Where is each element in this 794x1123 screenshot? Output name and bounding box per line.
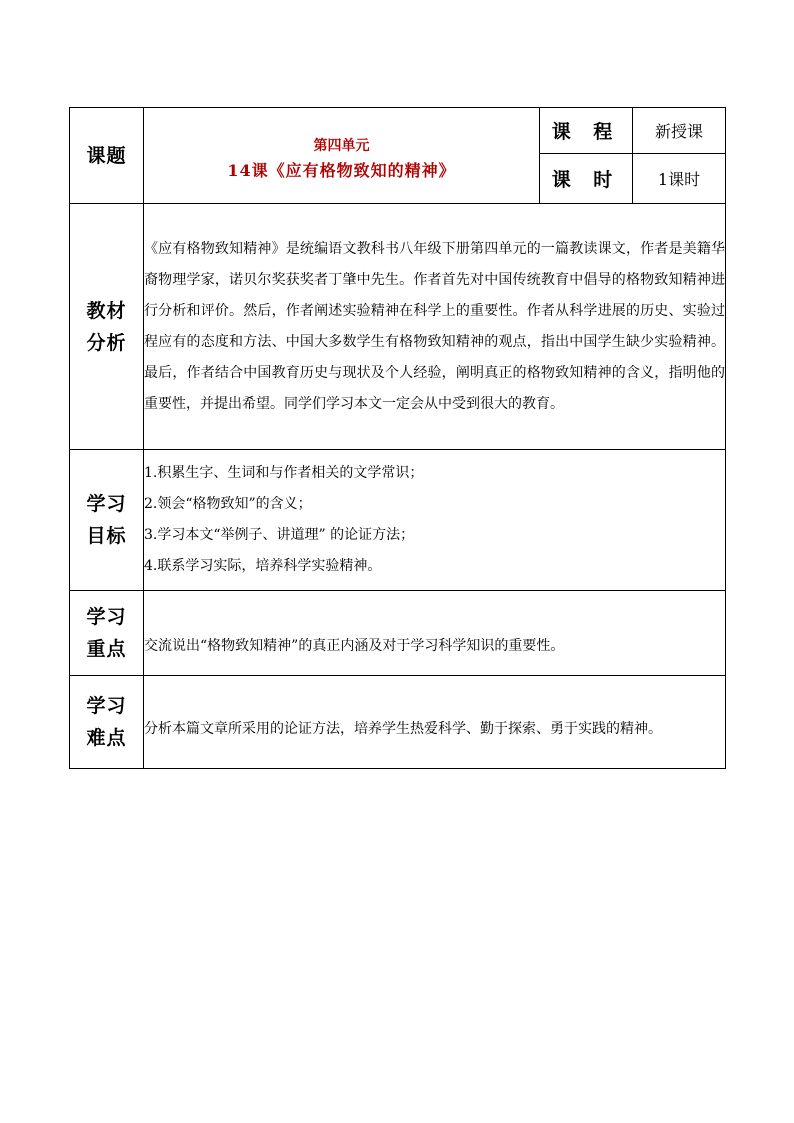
key-points-label <box>70 591 144 676</box>
objective-item: 2.领会“格物致知”的含义； <box>144 496 312 512</box>
difficulties-label-text: 学习难点 <box>86 695 127 749</box>
analysis-text: 《应有格物致知精神》是统编语文教科书八年级下册第四单元的一篇教读课文，作者是美籍华裔物理学家，诺贝尔奖获奖者丁肇中先生。作者首先对中国传统教育中倡导的格物致知精神进行分析和评价。然后，作者阐述实验精神在科学上的重要性。作者从科学进展的历史、实验过程应有的态度和方法、中国大多数学生有格物致知精神的观点，指出中国学生缺少实验精神。最后，作者结合中国教育历史与现状及个人经验，阐明真正的格物致知精神的含义，指明他的重要性，并提出希望。同学们学习本文一定会从中受到很大的教育。 <box>144 240 725 412</box>
subject-label: 课题 <box>70 108 144 204</box>
difficulties-text: 分析本篇文章所采用的论证方法，培养学生热爱科学、勤于探索、勇于实践的精神。 <box>144 720 662 737</box>
key-points-text: 交流说出“格物致知精神”的真正内涵及对于学习科学知识的重要性。 <box>144 637 565 654</box>
difficulties-label <box>70 676 144 769</box>
unit-name: 第四单元 <box>313 137 370 154</box>
lesson-title-cell <box>144 108 540 204</box>
difficulties-cell <box>144 676 726 769</box>
objective-item: 3.学习本文“举例子、讲道理” 的论证方法； <box>144 527 415 543</box>
lesson-title: 14课《应有格物致知的精神》 <box>227 160 456 180</box>
objectives-cell <box>144 450 726 591</box>
course-type-label: 课 程 <box>540 108 633 154</box>
course-type-value: 新授课 <box>633 108 726 154</box>
objectives-label-text: 学习目标 <box>86 493 127 547</box>
hours-label: 课 时 <box>540 154 633 204</box>
analysis-label-text: 教材分析 <box>86 299 127 354</box>
hours-value: 1课时 <box>633 154 726 204</box>
objectives-label <box>70 450 144 591</box>
analysis-cell <box>144 204 726 450</box>
objective-item: 1.积累生字、生词和与作者相关的文学常识； <box>144 465 424 481</box>
analysis-label <box>70 204 144 450</box>
key-points-cell <box>144 591 726 676</box>
lesson-plan-table <box>69 107 726 769</box>
key-points-label-text: 学习重点 <box>86 606 127 660</box>
objective-item: 4.联系学习实际，培养科学实验精神。 <box>144 558 382 574</box>
